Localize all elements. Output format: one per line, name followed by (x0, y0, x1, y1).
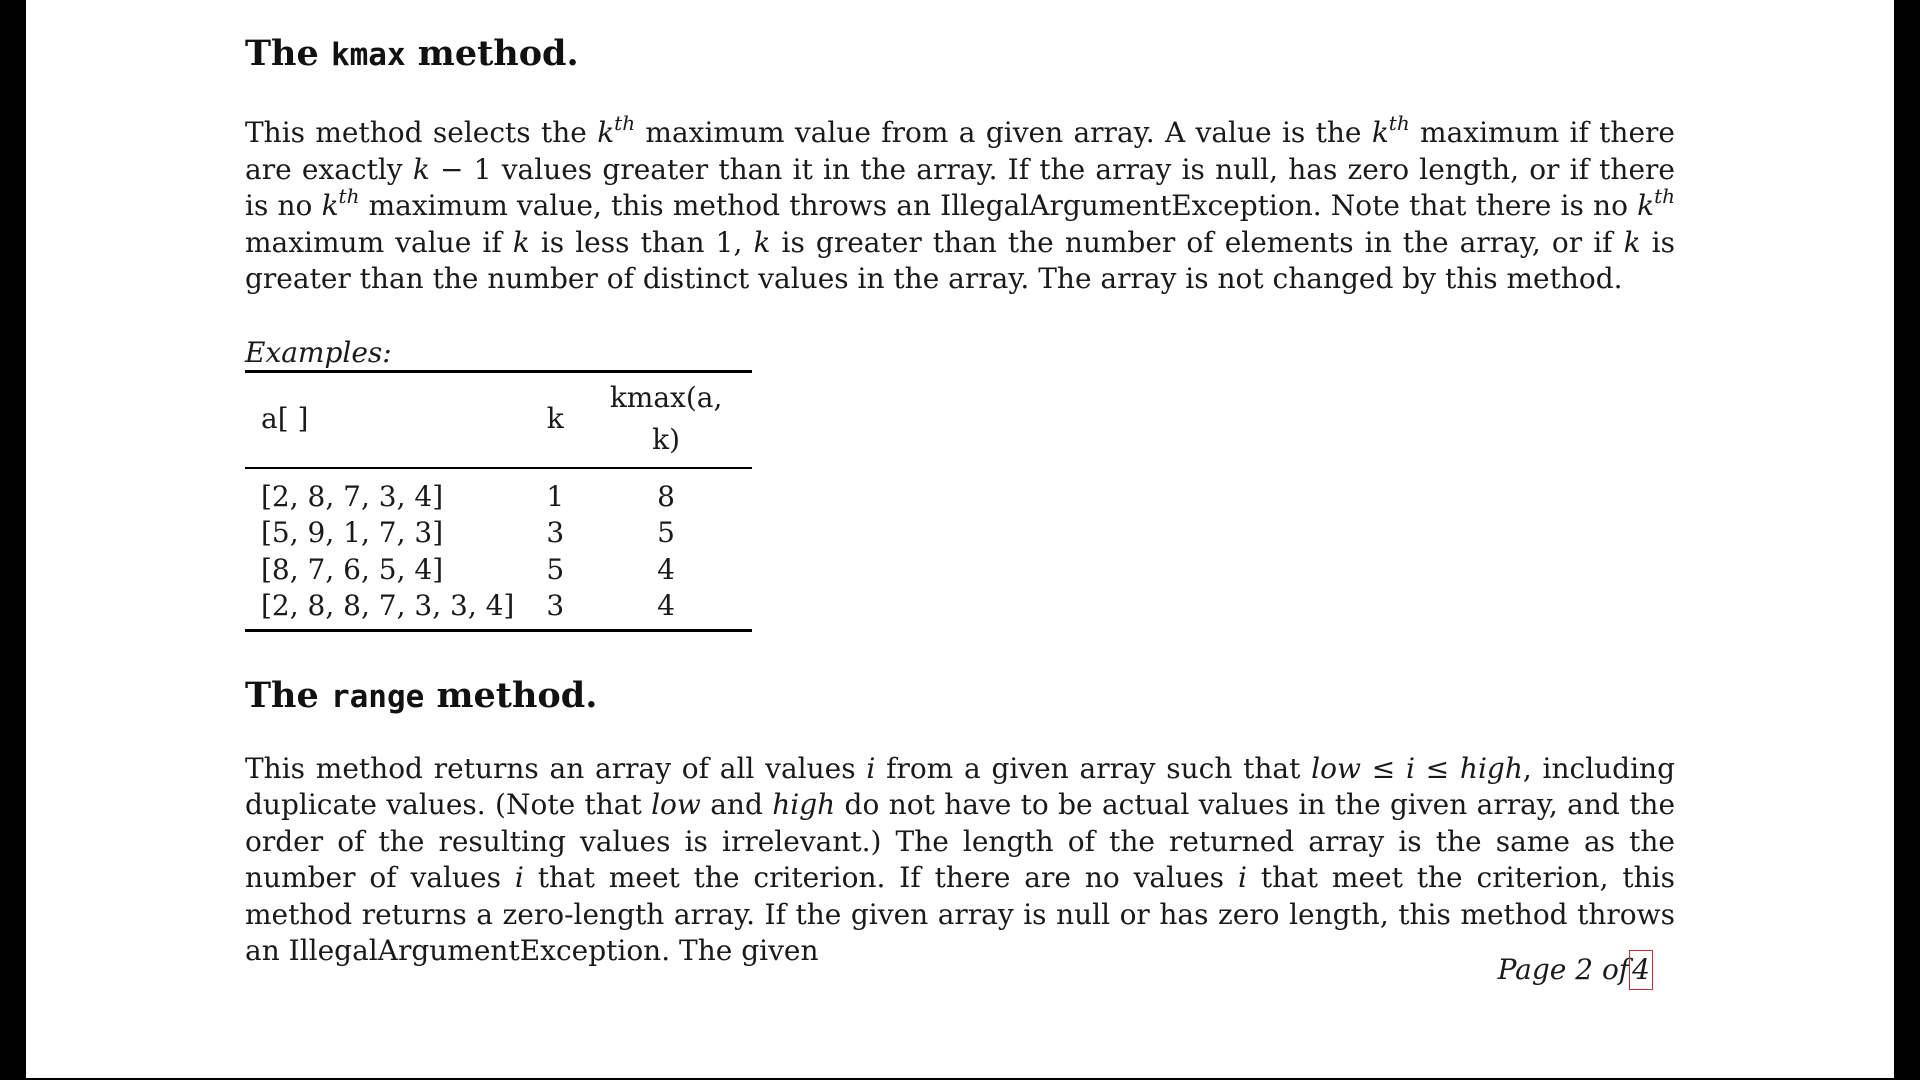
table-row (245, 468, 752, 516)
cell-result: 5 (657, 516, 675, 549)
cell-k: 5 (546, 552, 565, 586)
table-row (245, 588, 752, 630)
range-description: This method returns an array of all values i from a given array such that low ≤ i ≤ high, including duplicate values. (Note that low and high do not have to be actual values in the given array, and the order of the resulting values is irrelevant.) The length of the returned array is the same as the number of values i that meet the criterion. If there are no values i that meet the criterion, this method returns a zero-length array. If the given array is null or has zero length, this method throws an IllegalArgumentException. The given (245, 751, 1676, 967)
examples-table (245, 370, 752, 632)
page-content (245, 28, 1675, 970)
page-footer (1498, 950, 1653, 990)
cell-array: [8, 7, 6, 5, 4] (261, 552, 444, 586)
cell-array: [2, 8, 8, 7, 3, 3, 4] (245, 588, 530, 630)
header-k: k (530, 371, 580, 468)
page-number-label: Page 2 of (1497, 953, 1630, 986)
header-result: kmax(a, k) (580, 371, 752, 468)
cell-array: [5, 9, 1, 7, 3] (261, 516, 444, 549)
cell-k: 3 (546, 516, 565, 549)
total-pages-link[interactable]: 4 (1629, 950, 1653, 990)
cell-result: 4 (580, 588, 752, 630)
table-header-row (245, 371, 752, 468)
cell-k: 3 (530, 588, 580, 630)
cell-array: [2, 8, 7, 3, 4] (261, 479, 444, 513)
table-row (245, 552, 752, 589)
cell-result: 4 (657, 552, 675, 586)
kmax-heading: The kmax method. (245, 33, 579, 74)
header-array: a[ ] (245, 371, 530, 468)
kmax-description: This method selects the $k^{th}$ maximum value from a given array. A value is the $k^{th}$ maximum if there are exactly k − 1 values greater than it in the array. If the array is null, has zero length, or if there is no $k^{th}$ maximum value, this method throws an IllegalArgumentException. Note that there is no $k^{th}$ maximum value if k is less than 1, k is greater than the number of elements in the array, or if k is greater than the number of distinct values in the array. The array is not changed by this method. (245, 110, 1676, 295)
kmax-heading-code: kmax (330, 37, 406, 73)
range-heading-code: range (330, 678, 425, 715)
table-row (245, 515, 752, 552)
examples-label: Examples: (245, 335, 392, 369)
range-heading: The range method. (245, 674, 598, 716)
cell-k: 1 (546, 479, 565, 513)
document-page (26, 0, 1894, 1078)
cell-result: 8 (657, 479, 675, 513)
